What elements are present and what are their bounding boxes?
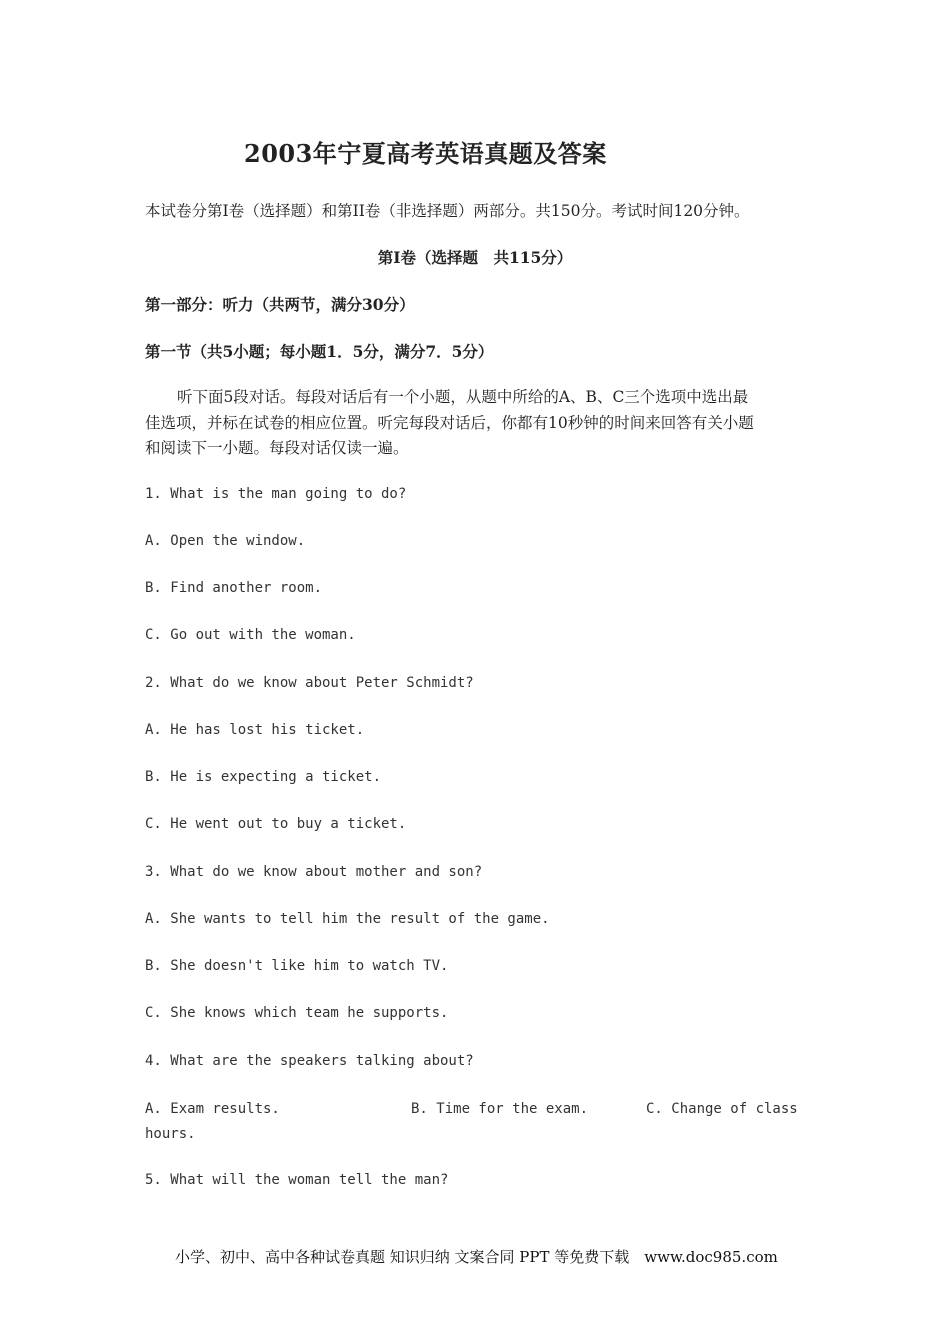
instruction-line: 听下面5段对话。每段对话后有一个小题，从题中所给的A、B、C三个选项中选出最 <box>177 388 749 406</box>
section1-heading: 第一节（共5小题；每小题1．5分，满分7．5分） <box>145 342 494 361</box>
question-3-option-b: B. She doesn't like him to watch TV. <box>145 958 449 974</box>
question-4: 4. What are the speakers talking about? <box>145 1053 474 1069</box>
question-1-option-a: A. Open the window. <box>145 533 306 549</box>
question-4-option-c-wrap: hours. <box>145 1126 196 1142</box>
question-1-option-c: C. Go out with the woman. <box>145 627 356 643</box>
document-title: 2003年宁夏高考英语真题及答案 <box>244 139 607 168</box>
question-4-option-c: C. Change of class <box>646 1101 798 1117</box>
instruction-line: 和阅读下一小题。每段对话仅读一遍。 <box>145 439 409 457</box>
question-1: 1. What is the man going to do? <box>145 486 407 502</box>
question-4-option-b: B. Time for the exam. <box>411 1101 589 1117</box>
question-5: 5. What will the woman tell the man? <box>145 1172 449 1188</box>
exam-intro: 本试卷分第Ⅰ卷（选择题）和第II卷（非选择题）两部分。共150分。考试时间120分钟。 <box>145 202 750 220</box>
listening-instructions <box>145 385 810 462</box>
volume1-heading: 第Ⅰ卷（选择题 共115分） <box>377 248 573 267</box>
question-2-option-c: C. He went out to buy a ticket. <box>145 816 407 832</box>
question-2: 2. What do we know about Peter Schmidt? <box>145 675 474 691</box>
question-4-option-a: A. Exam results. <box>145 1101 280 1117</box>
question-2-option-a: A. He has lost his ticket. <box>145 722 365 738</box>
question-3-option-c: C. She knows which team he supports. <box>145 1005 449 1021</box>
instruction-line: 佳选项，并标在试卷的相应位置。听完每段对话后，你都有10秒钟的时间来回答有关小题 <box>145 413 754 432</box>
question-3-option-a: A. She wants to tell him the result of the game. <box>145 911 550 927</box>
question-2-option-b: B. He is expecting a ticket. <box>145 769 382 785</box>
question-1-option-b: B. Find another room. <box>145 580 323 596</box>
page-footer: 小学、初中、高中各种试卷真题 知识归纳 文案合同 PPT 等免费下载 www.doc985.com <box>175 1248 778 1266</box>
question-3: 3. What do we know about mother and son? <box>145 864 483 880</box>
part1-heading: 第一部分：听力（共两节，满分30分） <box>145 295 415 314</box>
